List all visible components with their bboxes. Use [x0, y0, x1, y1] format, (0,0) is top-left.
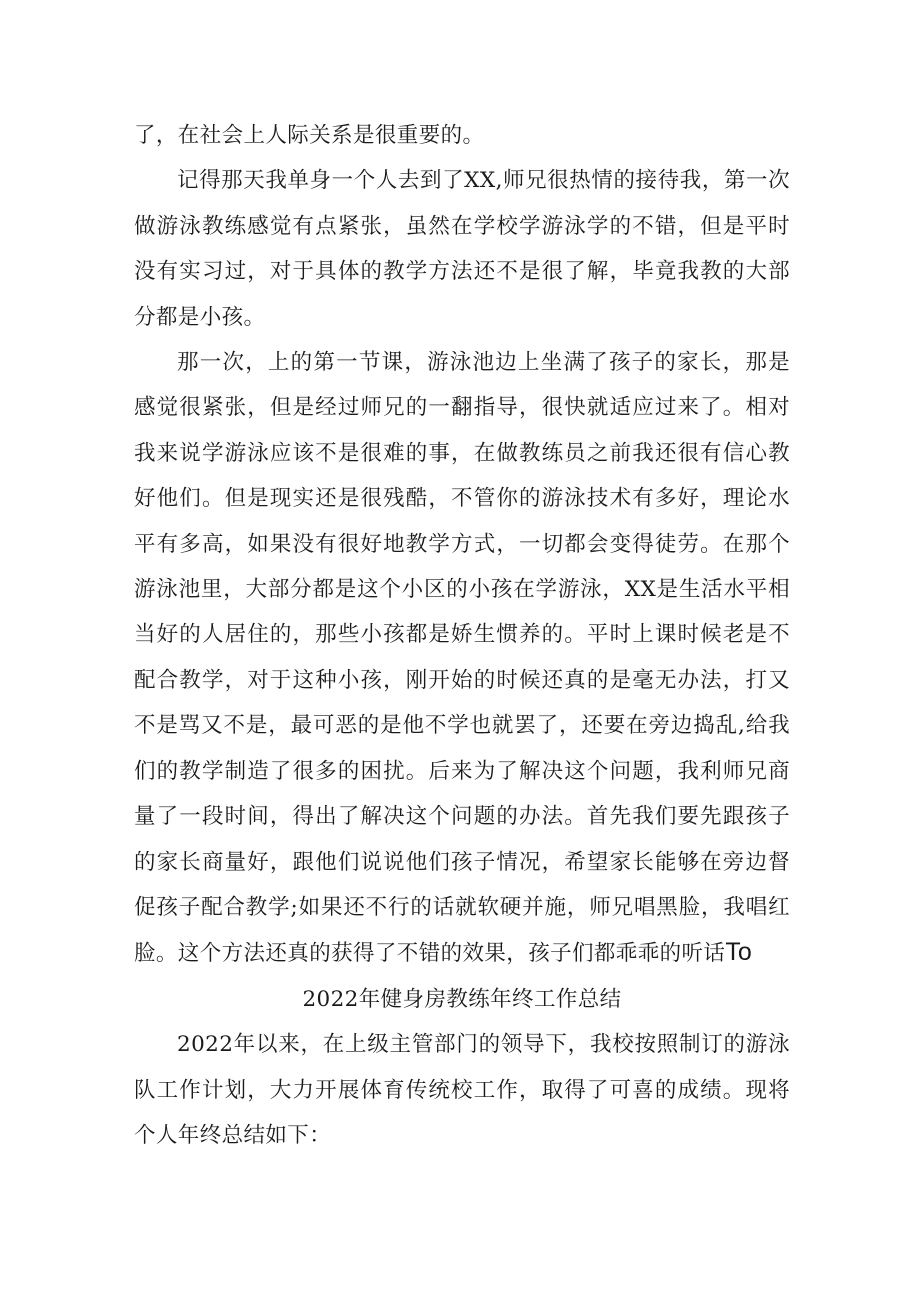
paragraph-continuation: 了，在社会上人际关系是很重要的。: [134, 123, 485, 148]
paragraph-arrival: 记得那天我单身一个人去到了XX,师兄很热情的接待我，第一次做游泳教练感觉有点紧张，虽然在学校学游泳学的不错，但是平时没有实习过，对于具体的教学方法还不是很了解，毕竟我教的大部分都是小孩。: [134, 168, 790, 330]
paragraph-first-class: [134, 340, 790, 977]
section-title: 2022年健身房教练年终工作总结: [302, 986, 622, 1012]
document-body: [134, 113, 790, 1158]
paragraph-tail-text: To: [725, 938, 752, 967]
paragraph-summary-intro: 2022年以来，在上级主管部门的领导下，我校按照制订的游泳队工作计划，大力开展体育传统校工作，取得了可喜的成绩。现将个人年终总结如下：: [134, 1032, 790, 1148]
paragraph-first-class-text: 那一次，上的第一节课，游泳池边上坐满了孩子的家长，那是感觉很紧张，但是经过师兄的一翻指导，很快就适应过来了。相对我来说学游泳应该不是很难的事，在做教练员之前我还很有信心教好他们。但是现实还是很残酷，不管你的游泳技术有多好，理论水平有多高，如果没有很好地教学方式，一切都会变得徒劳。在那个游泳池里，大部分都是这个小区的小孩在学游泳，XX是生活水平相当好的人居住的，那些小孩都是娇生惯养的。平时上课时候老是不配合教学，对于这种小孩，刚开始的时候还真的是毫无办法，打又不是骂又不是，最可恶的是他不学也就罢了，还要在旁边捣乱,给我们的教学制造了很多的困扰。后来为了解决这个问题，我利师兄商量了一段时间，得出了解决这个问题的办法。首先我们要先跟孩子的家长商量好，跟他们说说他们孩子情况，希望家长能够在旁边督促孩子配合教学;如果还不行的话就软硬并施，师兄唱黑脸，我唱红脸。这个方法还真的获得了不错的效果，孩子们都乖乖的听话: [134, 350, 790, 967]
